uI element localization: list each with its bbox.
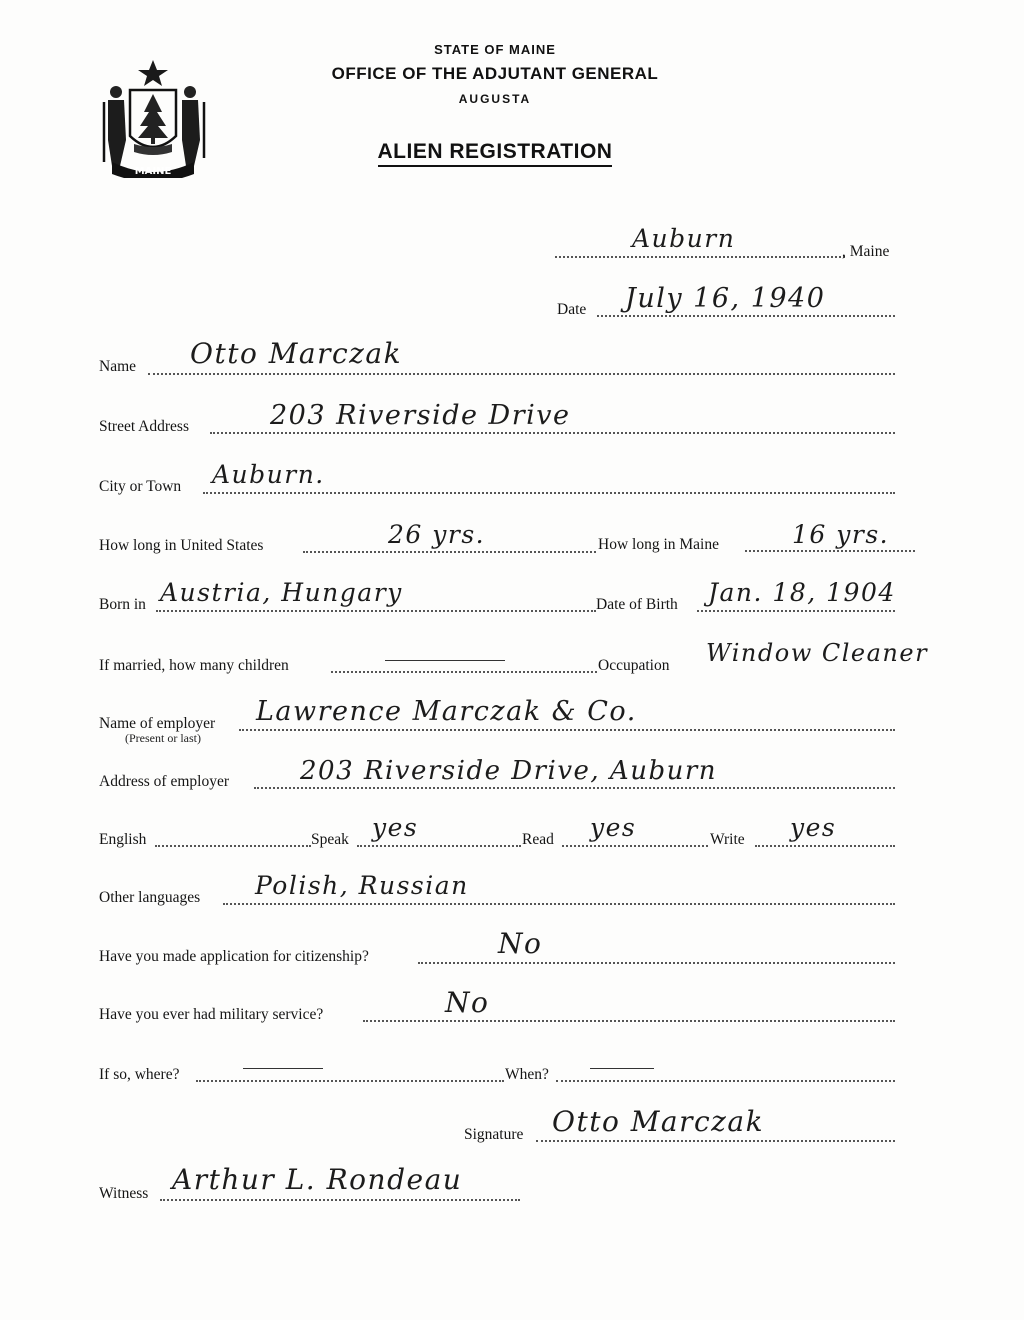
- date-label: Date: [557, 301, 587, 318]
- languages-label: Other languages: [99, 889, 201, 906]
- street-line: [210, 432, 895, 434]
- town-suffix: , Maine: [842, 243, 890, 260]
- when-label: When?: [505, 1066, 549, 1083]
- born-line: [156, 610, 596, 612]
- employer-value: Lawrence Marczak & Co.: [256, 696, 637, 727]
- witness-value: Arthur L. Rondeau: [172, 1163, 463, 1196]
- dob-line: [697, 610, 895, 612]
- us-line: [303, 551, 596, 553]
- signature-label: Signature: [464, 1126, 524, 1143]
- maine-label: How long in Maine: [598, 536, 719, 553]
- date-value: July 16, 1940: [625, 283, 826, 314]
- city-value: Auburn.: [212, 460, 325, 489]
- signature-line: [536, 1140, 895, 1142]
- employer-address-label: Address of employer: [99, 773, 229, 790]
- town-value: Auburn: [632, 224, 736, 253]
- name-line: [148, 373, 895, 375]
- employer-address-line: [254, 787, 895, 789]
- employer-label: Name of employer: [99, 715, 216, 732]
- seal-banner-text: MAINE: [134, 166, 172, 177]
- employer-address-value: 203 Riverside Drive, Auburn: [300, 756, 718, 786]
- employer-line: [239, 729, 895, 731]
- name-value: Otto Marczak: [190, 337, 403, 370]
- occupation-value: Window Cleaner: [706, 639, 929, 667]
- form-title: [300, 140, 690, 164]
- town-line: [555, 256, 845, 258]
- born-value: Austria, Hungary: [160, 578, 403, 607]
- military-value: No: [445, 986, 490, 1019]
- speak-line: [357, 845, 521, 847]
- street-label: Street Address: [99, 418, 189, 435]
- citizenship-value: No: [498, 927, 543, 960]
- signature-value: Otto Marczak: [552, 1105, 765, 1138]
- dob-label: Date of Birth: [596, 596, 678, 613]
- read-label: Read: [522, 831, 554, 848]
- write-label: Write: [710, 831, 745, 848]
- maine-state-seal-icon: [96, 58, 210, 178]
- children-dash: [385, 660, 505, 661]
- where-label: If so, where?: [99, 1066, 180, 1083]
- city-line: [203, 492, 895, 494]
- name-label: Name: [99, 358, 137, 375]
- military-line: [363, 1020, 895, 1022]
- header-state: STATE OF MAINE: [434, 42, 556, 57]
- languages-value: Polish, Russian: [255, 871, 469, 900]
- english-line: [155, 845, 311, 847]
- english-label: English: [99, 831, 147, 848]
- write-value: yes: [790, 813, 837, 842]
- form-title-text: ALIEN REGISTRATION: [378, 140, 613, 167]
- maine-value: 16 yrs.: [792, 520, 890, 549]
- street-value: 203 Riverside Drive: [270, 400, 571, 431]
- employer-sub-label: (Present or last): [125, 731, 201, 745]
- citizenship-line: [418, 962, 895, 964]
- us-value: 26 yrs.: [388, 520, 486, 549]
- witness-label: Witness: [99, 1185, 149, 1202]
- occupation-label: Occupation: [598, 657, 670, 674]
- write-line: [755, 845, 895, 847]
- born-label: Born in: [99, 596, 146, 613]
- witness-line: [160, 1199, 520, 1201]
- where-line: [196, 1080, 504, 1082]
- military-label: Have you ever had military service?: [99, 1006, 324, 1023]
- dob-value: Jan. 18, 1904: [708, 578, 896, 607]
- languages-line: [223, 903, 895, 905]
- city-label: City or Town: [99, 478, 182, 495]
- speak-value: yes: [372, 813, 419, 842]
- when-dash: [590, 1068, 654, 1069]
- children-line: [331, 671, 597, 673]
- date-line: [597, 315, 895, 317]
- header-office: OFFICE OF THE ADJUTANT GENERAL: [331, 64, 659, 83]
- us-label: How long in United States: [99, 537, 264, 554]
- when-line: [556, 1080, 895, 1082]
- read-line: [562, 845, 708, 847]
- read-value: yes: [590, 813, 637, 842]
- maine-line: [745, 550, 915, 552]
- speak-label: Speak: [311, 831, 349, 848]
- citizenship-label: Have you made application for citizenship?: [99, 948, 369, 965]
- where-dash: [243, 1068, 323, 1069]
- children-label: If married, how many children: [99, 657, 289, 674]
- header-city: AUGUSTA: [458, 92, 532, 106]
